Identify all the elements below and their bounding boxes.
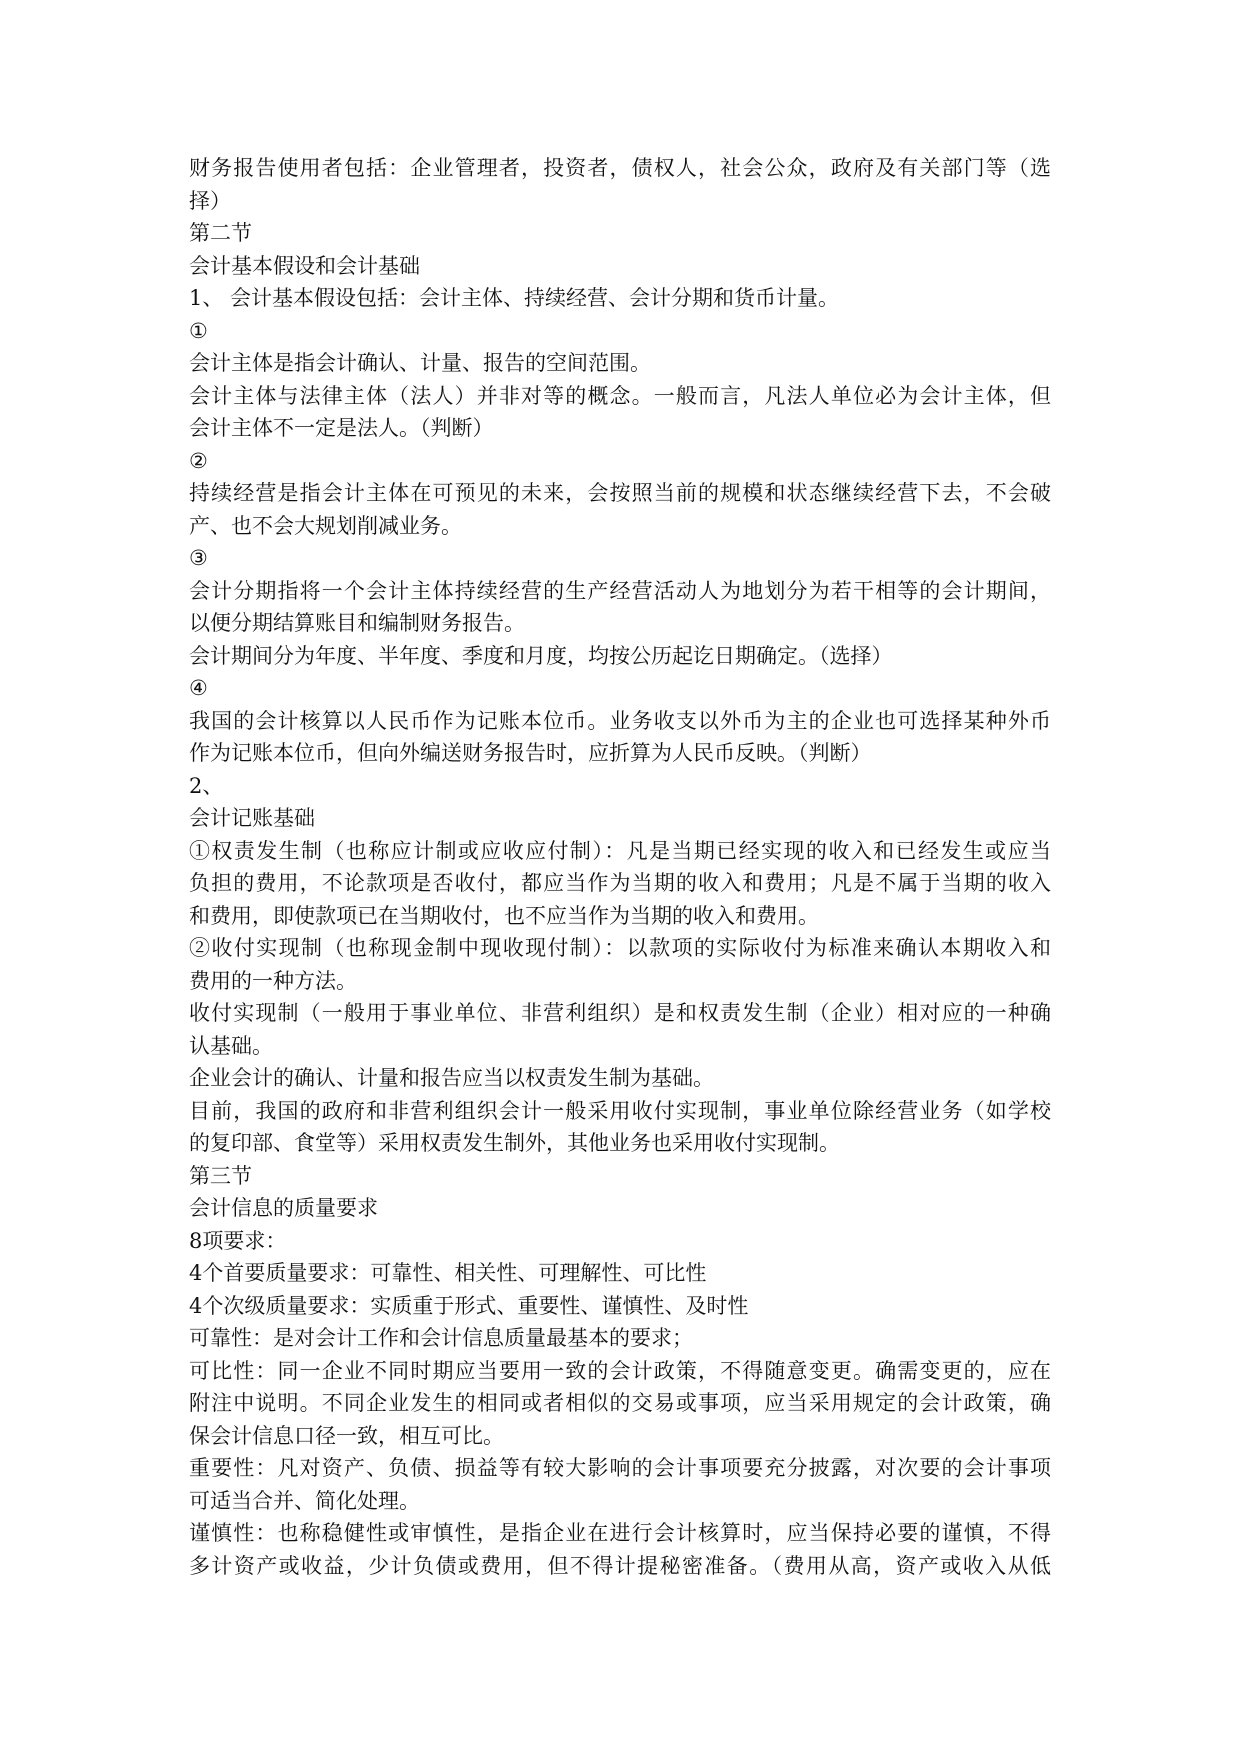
text-line: 可适当合并、简化处理。 bbox=[189, 1488, 420, 1513]
paragraph bbox=[189, 1322, 1051, 1355]
text-line: 1、 会计基本假设包括：会计主体、持续经营、会计分期和货币计量。 bbox=[189, 286, 840, 310]
text-line: 4个次级质量要求：实质重于形式、重要性、谨慎性、及时性 bbox=[189, 1293, 749, 1318]
text-line: 会计记账基础 bbox=[189, 806, 315, 830]
text-line: ④ bbox=[189, 676, 208, 700]
text-line: 财务报告使用者包括：企业管理者，投资者，债权人，社会公众，政府及有关部门等（选 bbox=[189, 156, 1051, 180]
text-line: ③ bbox=[189, 546, 208, 570]
paragraph bbox=[189, 1095, 1051, 1160]
paragraph bbox=[189, 347, 1051, 380]
paragraph bbox=[189, 770, 1051, 803]
text-line: 谨慎性：也称稳健性或审慎性，是指企业在进行会计核算时，应当保持必要的谨慎，不得 bbox=[189, 1521, 1051, 1545]
paragraph bbox=[189, 217, 1051, 250]
paragraph bbox=[189, 1452, 1051, 1517]
paragraph bbox=[189, 997, 1051, 1062]
text-line: 产、也不会大规划削减业务。 bbox=[189, 513, 462, 538]
text-line: ① bbox=[189, 318, 208, 343]
paragraph bbox=[189, 1192, 1051, 1225]
paragraph bbox=[189, 1160, 1051, 1193]
paragraph bbox=[189, 315, 1051, 348]
text-line: 择） bbox=[189, 188, 231, 213]
text-line: 以便分期结算账目和编制财务报告。 bbox=[189, 611, 525, 635]
text-line: 会计基本假设和会计基础 bbox=[189, 253, 420, 278]
text-line: 重要性：凡对资产、负债、损益等有较大影响的会计事项要充分披露，对次要的会计事项 bbox=[189, 1456, 1051, 1480]
document-body bbox=[189, 152, 1051, 1582]
paragraph bbox=[189, 445, 1051, 478]
paragraph bbox=[189, 282, 1051, 315]
paragraph bbox=[189, 477, 1051, 542]
text-line: 第二节 bbox=[189, 221, 252, 245]
text-line: 收付实现制（一般用于事业单位、非营利组织）是和权责发生制（企业）相对应的一种确 bbox=[189, 1001, 1051, 1025]
text-line: 可靠性：是对会计工作和会计信息质量最基本的要求； bbox=[189, 1326, 693, 1350]
text-line: ②收付实现制（也称现金制中现收现付制）：以款项的实际收付为标准来确认本期收入和 bbox=[189, 936, 1051, 960]
text-line: 2、 bbox=[189, 773, 224, 798]
paragraph bbox=[189, 542, 1051, 575]
paragraph bbox=[189, 1257, 1051, 1290]
text-line: 我国的会计核算以人民币作为记账本位币。业务收支以外币为主的企业也可选择某种外币 bbox=[189, 708, 1051, 733]
text-line: 会计主体与法律主体（法人）并非对等的概念。一般而言，凡法人单位必为会计主体，但 bbox=[189, 383, 1051, 408]
text-line: 企业会计的确认、计量和报告应当以权责发生制为基础。 bbox=[189, 1066, 714, 1090]
text-line: 会计信息的质量要求 bbox=[189, 1196, 378, 1220]
paragraph bbox=[189, 802, 1051, 835]
text-line: 可比性：同一企业不同时期应当要用一致的会计政策，不得随意变更。确需变更的，应在 bbox=[189, 1358, 1051, 1383]
text-line: 负担的费用，不论款项是否收付，都应当作为当期的收入和费用；凡是不属于当期的收入 bbox=[189, 871, 1051, 895]
text-line: ② bbox=[189, 448, 208, 473]
paragraph bbox=[189, 672, 1051, 705]
text-line: 作为记账本位币，但向外编送财务报告时，应折算为人民币反映。（判断） bbox=[189, 741, 872, 765]
text-line: 8项要求： bbox=[189, 1228, 287, 1253]
text-line: 第三节 bbox=[189, 1163, 252, 1188]
paragraph bbox=[189, 705, 1051, 770]
text-line: 会计期间分为年度、半年度、季度和月度，均按公历起讫日期确定。（选择） bbox=[189, 643, 893, 668]
text-line: ①权责发生制（也称应计制或应收应付制）：凡是当期已经实现的收入和已经发生或应当 bbox=[189, 838, 1051, 863]
text-line: 保会计信息口径一致，相互可比。 bbox=[189, 1423, 504, 1448]
text-line: 费用的一种方法。 bbox=[189, 968, 357, 993]
paragraph bbox=[189, 1290, 1051, 1323]
paragraph bbox=[189, 575, 1051, 640]
text-line: 目前，我国的政府和非营利组织会计一般采用收付实现制，事业单位除经营业务（如学校 bbox=[189, 1098, 1051, 1123]
paragraph bbox=[189, 835, 1051, 933]
text-line: 附注中说明。不同企业发生的相同或者相似的交易或事项，应当采用规定的会计政策，确 bbox=[189, 1391, 1051, 1415]
text-line: 持续经营是指会计主体在可预见的未来，会按照当前的规模和状态继续经营下去，不会破 bbox=[189, 481, 1051, 505]
text-line: 的复印部、食堂等）采用权责发生制外，其他业务也采用收付实现制。 bbox=[189, 1131, 840, 1155]
paragraph bbox=[189, 250, 1051, 283]
paragraph bbox=[189, 152, 1051, 217]
paragraph bbox=[189, 1062, 1051, 1095]
text-line: 多计资产或收益，少计负债或费用，但不得计提秘密准备。（费用从高，资产或收入从低 bbox=[189, 1553, 1051, 1578]
paragraph bbox=[189, 1517, 1051, 1582]
paragraph bbox=[189, 1225, 1051, 1258]
text-line: 会计主体是指会计确认、计量、报告的空间范围。 bbox=[189, 351, 651, 375]
paragraph bbox=[189, 640, 1051, 673]
text-line: 认基础。 bbox=[189, 1033, 273, 1058]
paragraph bbox=[189, 380, 1051, 445]
paragraph bbox=[189, 1355, 1051, 1453]
text-line: 会计主体不一定是法人。（判断） bbox=[189, 416, 494, 440]
text-line: 和费用，即使款项已在当期收付，也不应当作为当期的收入和费用。 bbox=[189, 903, 819, 928]
paragraph bbox=[189, 932, 1051, 997]
text-line: 会计分期指将一个会计主体持续经营的生产经营活动人为地划分为若干相等的会计期间， bbox=[189, 578, 1051, 603]
text-line: 4个首要质量要求：可靠性、相关性、可理解性、可比性 bbox=[189, 1261, 707, 1285]
